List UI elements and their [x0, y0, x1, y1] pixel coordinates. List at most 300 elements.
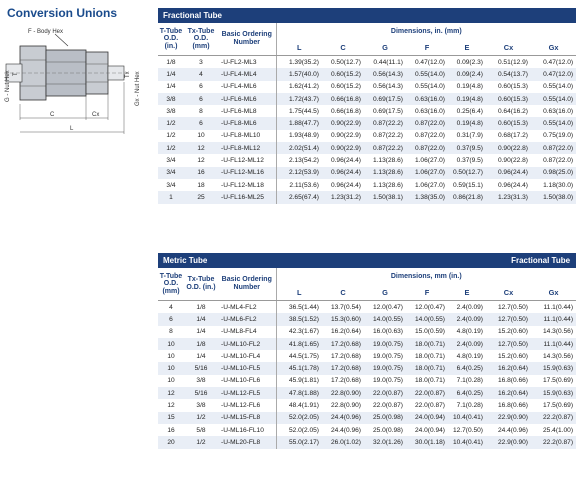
table-cell: 0.63(16.0) [406, 93, 448, 105]
col-header: G [364, 285, 406, 301]
table-cell: 2.4(0.09) [448, 338, 486, 350]
table-cell: 0.98(25.0) [531, 167, 576, 179]
table1-title: Fractional Tube [158, 8, 576, 23]
table-cell: -U-ML10-FL5 [218, 362, 276, 374]
dims-header: Dimensions, mm (in.) [276, 268, 576, 285]
table-cell: 12 [184, 142, 218, 154]
table-cell: 0.60(15.3) [497, 83, 528, 91]
table-row [158, 105, 576, 117]
table-cell: 25 [184, 191, 218, 203]
col-header: F [406, 40, 448, 56]
table-cell: 1.23(31.2) [322, 191, 364, 203]
table-cell: 14.0(0.55) [364, 313, 406, 325]
table-cell: 16.2(0.64) [486, 362, 531, 374]
table-cell: 10 [158, 338, 184, 350]
table-cell: -U-ML6-FL2 [218, 313, 276, 325]
table-cell: -U-ML15-FL8 [218, 412, 276, 424]
table-cell: 12.7(0.50) [486, 313, 531, 325]
table-row [158, 56, 576, 69]
table-cell: 5/16 [184, 387, 218, 399]
table-cell: 0.54(13.7) [486, 68, 531, 80]
diagram-t-label: T [13, 72, 19, 76]
table-cell: 1 [158, 191, 184, 203]
diagram-gx-label: Gx - Nut Hex [135, 71, 141, 106]
table-cell: -U-ML10-FL4 [221, 352, 261, 360]
col-header: Cx [486, 285, 531, 301]
table-cell: 1.88(47.7) [276, 117, 322, 129]
table-row [158, 338, 576, 350]
table-cell: 1/4 [166, 83, 176, 91]
table-cell: 24.4(0.96) [322, 412, 364, 424]
table-cell: 11.1(0.44) [531, 313, 576, 325]
table-cell: 0.47(12.0) [543, 58, 574, 66]
table-cell: 2.13(54.2) [276, 154, 322, 166]
table-cell: 3 [199, 58, 203, 66]
table-cell: 14.0(0.55) [406, 313, 448, 325]
table-cell: 0.96(24.4) [330, 181, 361, 189]
table-cell: 0.63(16.0) [543, 107, 574, 115]
table-cell: -U-FL8-ML12 [218, 142, 276, 154]
table-cell: 45.9(1.81) [276, 375, 322, 387]
table-cell: 2.65(67.4) [276, 191, 322, 203]
table-cell: 16.2(0.64) [486, 387, 531, 399]
table-cell: -U-ML12-FL5 [218, 387, 276, 399]
table-cell: 1.23(31.3) [486, 191, 531, 203]
table-cell: 7.1(0.28) [456, 402, 483, 410]
table-cell: 1.18(30.0) [543, 181, 574, 189]
table-cell: 22.0(0.87) [414, 402, 445, 410]
table-cell: 0.96(24.4) [330, 157, 361, 165]
table-cell: 22.9(0.90) [486, 412, 531, 424]
table-cell: 0.87(22.2) [372, 132, 403, 140]
table-cell: 22.2(0.87) [531, 412, 576, 424]
table-cell: 19.0(0.75) [364, 362, 406, 374]
table-cell: 13.7(0.54) [330, 303, 361, 311]
diagram-cx-label: Cx [92, 112, 100, 118]
table-cell: 24.4(0.96) [497, 426, 528, 434]
table-row [158, 130, 576, 142]
table-cell: -U-FL4-ML6 [221, 83, 257, 91]
table-cell: 3/8 [196, 377, 206, 385]
table-cell: 1/8 [166, 58, 176, 66]
col-t-tube: T-Tube O.D. (mm) [158, 268, 184, 301]
table-cell: 32.0(1.26) [364, 436, 406, 448]
table-cell: 20 [158, 436, 184, 448]
table-cell: 19.0(0.75) [364, 338, 406, 350]
table-cell: 16.8(0.66) [497, 377, 528, 385]
col-header: F [406, 285, 448, 301]
col-header: E [448, 285, 486, 301]
table-row [158, 68, 576, 80]
table-cell: 10 [158, 362, 184, 374]
col-header: E [448, 40, 486, 56]
table-cell: 36.5(1.44) [276, 301, 322, 314]
table-cell: 0.60(15.3) [486, 117, 531, 129]
table-cell: 0.37(9.5) [448, 142, 486, 154]
table-cell: 0.87(22.2) [364, 117, 406, 129]
fractional-tube-table [158, 8, 576, 204]
table-cell: 6 [184, 117, 218, 129]
table-cell: 12.0(0.47) [414, 303, 445, 311]
table-cell: 0.66(16.8) [322, 93, 364, 105]
table-cell: 25.0(0.98) [372, 426, 403, 434]
table-cell: 0.90(22.8) [486, 142, 531, 154]
table-cell: 11.1(0.44) [531, 338, 576, 350]
table-cell: 0.96(24.4) [497, 181, 528, 189]
table2-title-right: Fractional Tube [364, 253, 576, 268]
table-cell: 17.5(0.69) [542, 377, 574, 385]
table-cell: 22.2(0.87) [531, 436, 576, 448]
table-cell: 3/8 [166, 107, 176, 115]
table-cell: 12.0(0.47) [372, 303, 403, 311]
table-row [158, 301, 576, 314]
table-row [158, 81, 576, 93]
table-cell: 0.55(14.0) [406, 68, 448, 80]
table-cell: 0.09(2.3) [456, 58, 483, 66]
table-cell: -U-FL12-ML12 [221, 157, 264, 165]
diagram-tx-label: Tx [125, 71, 131, 78]
col-header: C [322, 285, 364, 301]
table-cell: 15.2(0.60) [497, 352, 528, 360]
table-cell: -U-FL8-ML10 [221, 132, 261, 140]
table-cell: 1.06(27.0) [414, 181, 445, 189]
table-cell: 0.96(24.4) [486, 167, 531, 179]
table-cell: 52.0(2.05) [276, 412, 322, 424]
table-cell: 22.9(0.90) [486, 436, 531, 448]
diagram-c-label: C [50, 112, 55, 118]
col-header: G [364, 40, 406, 56]
table-cell: 1.50(38.0) [531, 191, 576, 203]
table-cell: 0.31(7.9) [456, 132, 483, 140]
table-cell: -U-ML10-FL2 [218, 338, 276, 350]
table-cell: 1/4 [196, 328, 206, 336]
table-cell: 12.7(0.50) [497, 303, 528, 311]
table-cell: -U-ML12-FL6 [221, 402, 261, 410]
table-cell: 15.0(0.59) [414, 328, 445, 336]
table-cell: 1/4 [196, 352, 206, 360]
table-row [158, 167, 576, 179]
table-cell: 0.87(22.2) [364, 142, 406, 154]
table-cell: 4 [169, 303, 173, 311]
table-cell: 1/2 [184, 436, 218, 448]
table-cell: 15.3(0.60) [322, 313, 364, 325]
table-cell: 11.1(0.44) [543, 303, 574, 311]
table-row [158, 424, 576, 436]
table-row [158, 436, 576, 448]
col-header: Gx [531, 40, 576, 56]
table-cell: -U-ML16-FL10 [221, 426, 264, 434]
table-cell: 0.87(22.0) [406, 142, 448, 154]
table-cell: 0.55(14.0) [531, 93, 576, 105]
table-cell: 18.0(0.71) [414, 377, 445, 385]
diagram-g-label: G - Nut Hex [5, 70, 11, 102]
table-cell: 5/16 [184, 362, 218, 374]
table-cell: 1.13(28.6) [372, 157, 403, 165]
table-cell: 0.59(15.1) [452, 181, 483, 189]
table-row [158, 313, 576, 325]
table2-title: Metric Tube [158, 253, 364, 268]
table-cell: 8 [169, 328, 173, 336]
table-cell: 0.90(22.8) [497, 157, 528, 165]
table-cell: 0.90(22.9) [322, 142, 364, 154]
col-tx-tube: Tx-Tube O.D. (in.) [184, 268, 218, 301]
table-cell: 17.2(0.68) [322, 362, 364, 374]
table-cell: -U-ML8-FL4 [221, 328, 257, 336]
col-header: L [276, 40, 322, 56]
table-cell: 2.12(53.9) [276, 167, 322, 179]
table-cell: 10.4(0.41) [448, 412, 486, 424]
table-cell: 0.37(9.5) [456, 157, 483, 165]
col-header: L [276, 285, 322, 301]
col-basic: Basic Ordering Number [218, 23, 276, 56]
table-cell: 48.4(1.91) [276, 399, 322, 411]
table-cell: 0.75(19.0) [543, 132, 574, 140]
table-cell: 4 [184, 68, 218, 80]
table-cell: 25.0(0.98) [364, 412, 406, 424]
table-cell: 0.60(15.2) [322, 68, 364, 80]
table-cell: 16.8(0.66) [497, 402, 528, 410]
table-cell: 0.60(15.3) [486, 93, 531, 105]
table-cell: 0.50(12.7) [448, 167, 486, 179]
table-cell: 24.0(0.94) [406, 412, 448, 424]
table-cell: 1/2 [158, 142, 184, 154]
diagram-f-label: F - Body Hex [28, 29, 64, 35]
table-cell: 30.0(1.18) [406, 436, 448, 448]
table-cell: 0.44(11.1) [373, 58, 403, 66]
table-cell: -U-FL6-ML8 [221, 107, 257, 115]
table-cell: 1.93(48.9) [276, 130, 322, 142]
table-cell: 1.39(35.2) [276, 56, 322, 69]
table-cell: 0.90(22.9) [322, 117, 364, 129]
table-cell: 22.8(0.90) [322, 387, 364, 399]
table-cell: 14.3(0.56) [542, 328, 574, 336]
table-cell: 1/2 [166, 132, 176, 140]
table-row [158, 142, 576, 154]
table-cell: 1.13(28.6) [364, 167, 406, 179]
table-row [158, 412, 576, 424]
table-cell: -U-ML4-FL2 [221, 303, 257, 311]
table-cell: 19.0(0.75) [372, 377, 403, 385]
table-row [158, 375, 576, 387]
table-cell: 0.90(22.9) [330, 132, 361, 140]
table-cell: 15.9(0.63) [531, 387, 576, 399]
table-cell: 5/8 [196, 426, 206, 434]
table-cell: -U-FL12-ML16 [218, 167, 276, 179]
table-row [158, 154, 576, 166]
table-cell: -U-ML10-FL6 [221, 377, 261, 385]
table-cell: 2.4(0.09) [456, 303, 483, 311]
table-cell: 0.19(4.8) [456, 83, 483, 91]
table-cell: 10 [167, 377, 175, 385]
table-row [158, 179, 576, 191]
table-cell: -U-FL12-ML18 [221, 181, 264, 189]
table-cell: 18 [197, 181, 205, 189]
table-row [158, 350, 576, 362]
table-cell: 1.13(28.6) [372, 181, 403, 189]
table-cell: 1/8 [184, 338, 218, 350]
table-cell: 8 [199, 107, 203, 115]
table-cell: 6 [199, 83, 203, 91]
table-cell: 16.2(0.64) [330, 328, 361, 336]
col-t-tube: T-Tube O.D. (in.) [158, 23, 184, 56]
table-cell: 10 [197, 132, 205, 140]
table-cell: 0.47(12.0) [414, 58, 445, 66]
table-cell: 1/8 [196, 303, 206, 311]
table-cell: 0.19(4.8) [448, 117, 486, 129]
table-cell: 0.56(14.3) [372, 83, 403, 91]
table-cell: 3/8 [158, 93, 184, 105]
table-row [158, 326, 576, 338]
table-cell: 0.87(22.0) [414, 132, 445, 140]
table-cell: 2.11(53.6) [276, 179, 322, 191]
table-row [158, 93, 576, 105]
table-cell: 2.4(0.09) [448, 313, 486, 325]
table-cell: 4.8(0.19) [456, 328, 483, 336]
table-cell: 15.2(0.60) [497, 328, 528, 336]
table-cell: 17.2(0.68) [330, 352, 361, 360]
table-cell: -U-FL8-ML6 [218, 117, 276, 129]
table-cell: 17.2(0.68) [330, 377, 361, 385]
table-cell: 44.5(1.75) [276, 350, 322, 362]
table-cell: 0.55(14.0) [414, 83, 445, 91]
table-cell: 12 [167, 402, 175, 410]
table-cell: 14.3(0.56) [542, 352, 574, 360]
table-cell: 22.8(0.90) [330, 402, 361, 410]
table-cell: 17.2(0.68) [322, 338, 364, 350]
table-cell: 0.86(21.8) [448, 191, 486, 203]
metric-tube-table [158, 253, 576, 449]
table-cell: 0.69(17.5) [372, 107, 403, 115]
table-cell: 0.63(16.0) [414, 107, 445, 115]
table-cell: 15.9(0.63) [531, 362, 576, 374]
table-cell: 0.19(4.8) [448, 93, 486, 105]
table-cell: 12 [158, 387, 184, 399]
table-cell: 22.0(0.87) [372, 402, 403, 410]
table-cell: 3/8 [196, 402, 206, 410]
table-cell: 42.3(1.67) [276, 326, 322, 338]
table-cell: 0.87(22.0) [543, 157, 574, 165]
table-row [158, 362, 576, 374]
table-cell: -U-FL6-ML6 [218, 93, 276, 105]
table-cell: 0.56(14.3) [364, 68, 406, 80]
table-cell: 0.55(14.0) [543, 83, 574, 91]
table-cell: 19.0(0.75) [372, 352, 403, 360]
col-tx-tube: Tx-Tube O.D. (mm) [184, 23, 218, 56]
table-cell: -U-FL4-ML4 [218, 68, 276, 80]
table-cell: 0.50(12.7) [330, 58, 361, 66]
table-cell: 55.0(2.17) [276, 436, 322, 448]
table-cell: 12.7(0.50) [486, 338, 531, 350]
table-cell: 6 [184, 93, 218, 105]
col-header: Gx [531, 285, 576, 301]
table-cell: 0.68(17.2) [497, 132, 528, 140]
table-cell: 22.0(0.87) [406, 387, 448, 399]
table-cell: 41.8(1.65) [276, 338, 322, 350]
table-cell: 52.0(2.05) [276, 424, 322, 436]
table-row [158, 399, 576, 411]
col-basic: Basic Ordering Number [218, 268, 276, 301]
table-cell: 15 [158, 412, 184, 424]
table-cell: 47.8(1.88) [276, 387, 322, 399]
table-cell: 4.8(0.19) [456, 352, 483, 360]
table-cell: 24.4(0.96) [330, 426, 361, 434]
table-row [158, 117, 576, 129]
table-cell: 16.0(0.63) [372, 328, 403, 336]
table-cell: 0.47(12.0) [531, 68, 576, 80]
table-cell: 26.0(1.02) [322, 436, 364, 448]
table-cell: 17.5(0.69) [542, 402, 574, 410]
table-cell: 0.60(15.2) [330, 83, 361, 91]
table-cell: 1.75(44.5) [276, 105, 322, 117]
table-cell: 1.62(41.2) [276, 81, 322, 93]
table-cell: 18.0(0.71) [406, 338, 448, 350]
table-cell: 1.38(35.0) [406, 191, 448, 203]
table-cell: 10.4(0.41) [448, 436, 486, 448]
table-cell: 12 [197, 157, 205, 165]
table-cell: 1.06(27.0) [414, 157, 445, 165]
col-header: Cx [486, 40, 531, 56]
table-cell: 0.64(16.2) [497, 107, 528, 115]
table-cell: 12.7(0.50) [452, 426, 483, 434]
table-cell: 1/2 [184, 412, 218, 424]
dims-header: Dimensions, in. (mm) [276, 23, 576, 40]
table-cell: -U-ML20-FL8 [218, 436, 276, 448]
table-cell: 16 [167, 426, 175, 434]
table-cell: 0.25(6.4) [456, 107, 483, 115]
table-cell: 1.50(38.1) [364, 191, 406, 203]
table-cell: 1/2 [158, 117, 184, 129]
table-cell: 3/4 [166, 181, 176, 189]
table-cell: 38.5(1.52) [276, 313, 322, 325]
table-cell: 25.4(1.00) [542, 426, 574, 434]
page-title: Conversion Unions [7, 6, 118, 20]
table-cell: 6.4(0.25) [448, 387, 486, 399]
table-cell: 0.96(24.4) [322, 167, 364, 179]
table-cell: 1/4 [184, 313, 218, 325]
table-cell: 0.87(22.0) [531, 142, 576, 154]
table-row [158, 387, 576, 399]
table-cell: 0.51(12.9) [497, 58, 528, 66]
table-cell: -U-FL16-ML25 [218, 191, 276, 203]
table-cell: 3/4 [166, 157, 176, 165]
union-diagram [0, 24, 152, 144]
table-cell: 1/4 [158, 68, 184, 80]
table-row [158, 191, 576, 203]
table-cell: 18.0(0.71) [406, 362, 448, 374]
table-cell: 0.55(14.0) [531, 117, 576, 129]
table-cell: 7.1(0.28) [456, 377, 483, 385]
table-cell: 6.4(0.25) [448, 362, 486, 374]
table-cell: 0.09(2.4) [448, 68, 486, 80]
table-cell: 45.1(1.78) [276, 362, 322, 374]
col-header: C [322, 40, 364, 56]
table-cell: 6 [158, 313, 184, 325]
table-cell: 18.0(0.71) [414, 352, 445, 360]
table-cell: 3/4 [158, 167, 184, 179]
table-cell: 1.72(43.7) [276, 93, 322, 105]
table-cell: 1.06(27.0) [406, 167, 448, 179]
table-cell: 2.02(51.4) [276, 142, 322, 154]
table-cell: 1.57(40.0) [276, 68, 322, 80]
table-cell: -U-FL2-ML3 [221, 58, 257, 66]
table-cell: 22.0(0.87) [364, 387, 406, 399]
table-cell: 0.87(22.0) [406, 117, 448, 129]
table-cell: 16 [184, 167, 218, 179]
table-cell: 0.66(16.8) [330, 107, 361, 115]
diagram-l-label: L [70, 126, 74, 132]
table-cell: 0.69(17.5) [364, 93, 406, 105]
table-cell: 24.0(0.94) [414, 426, 445, 434]
